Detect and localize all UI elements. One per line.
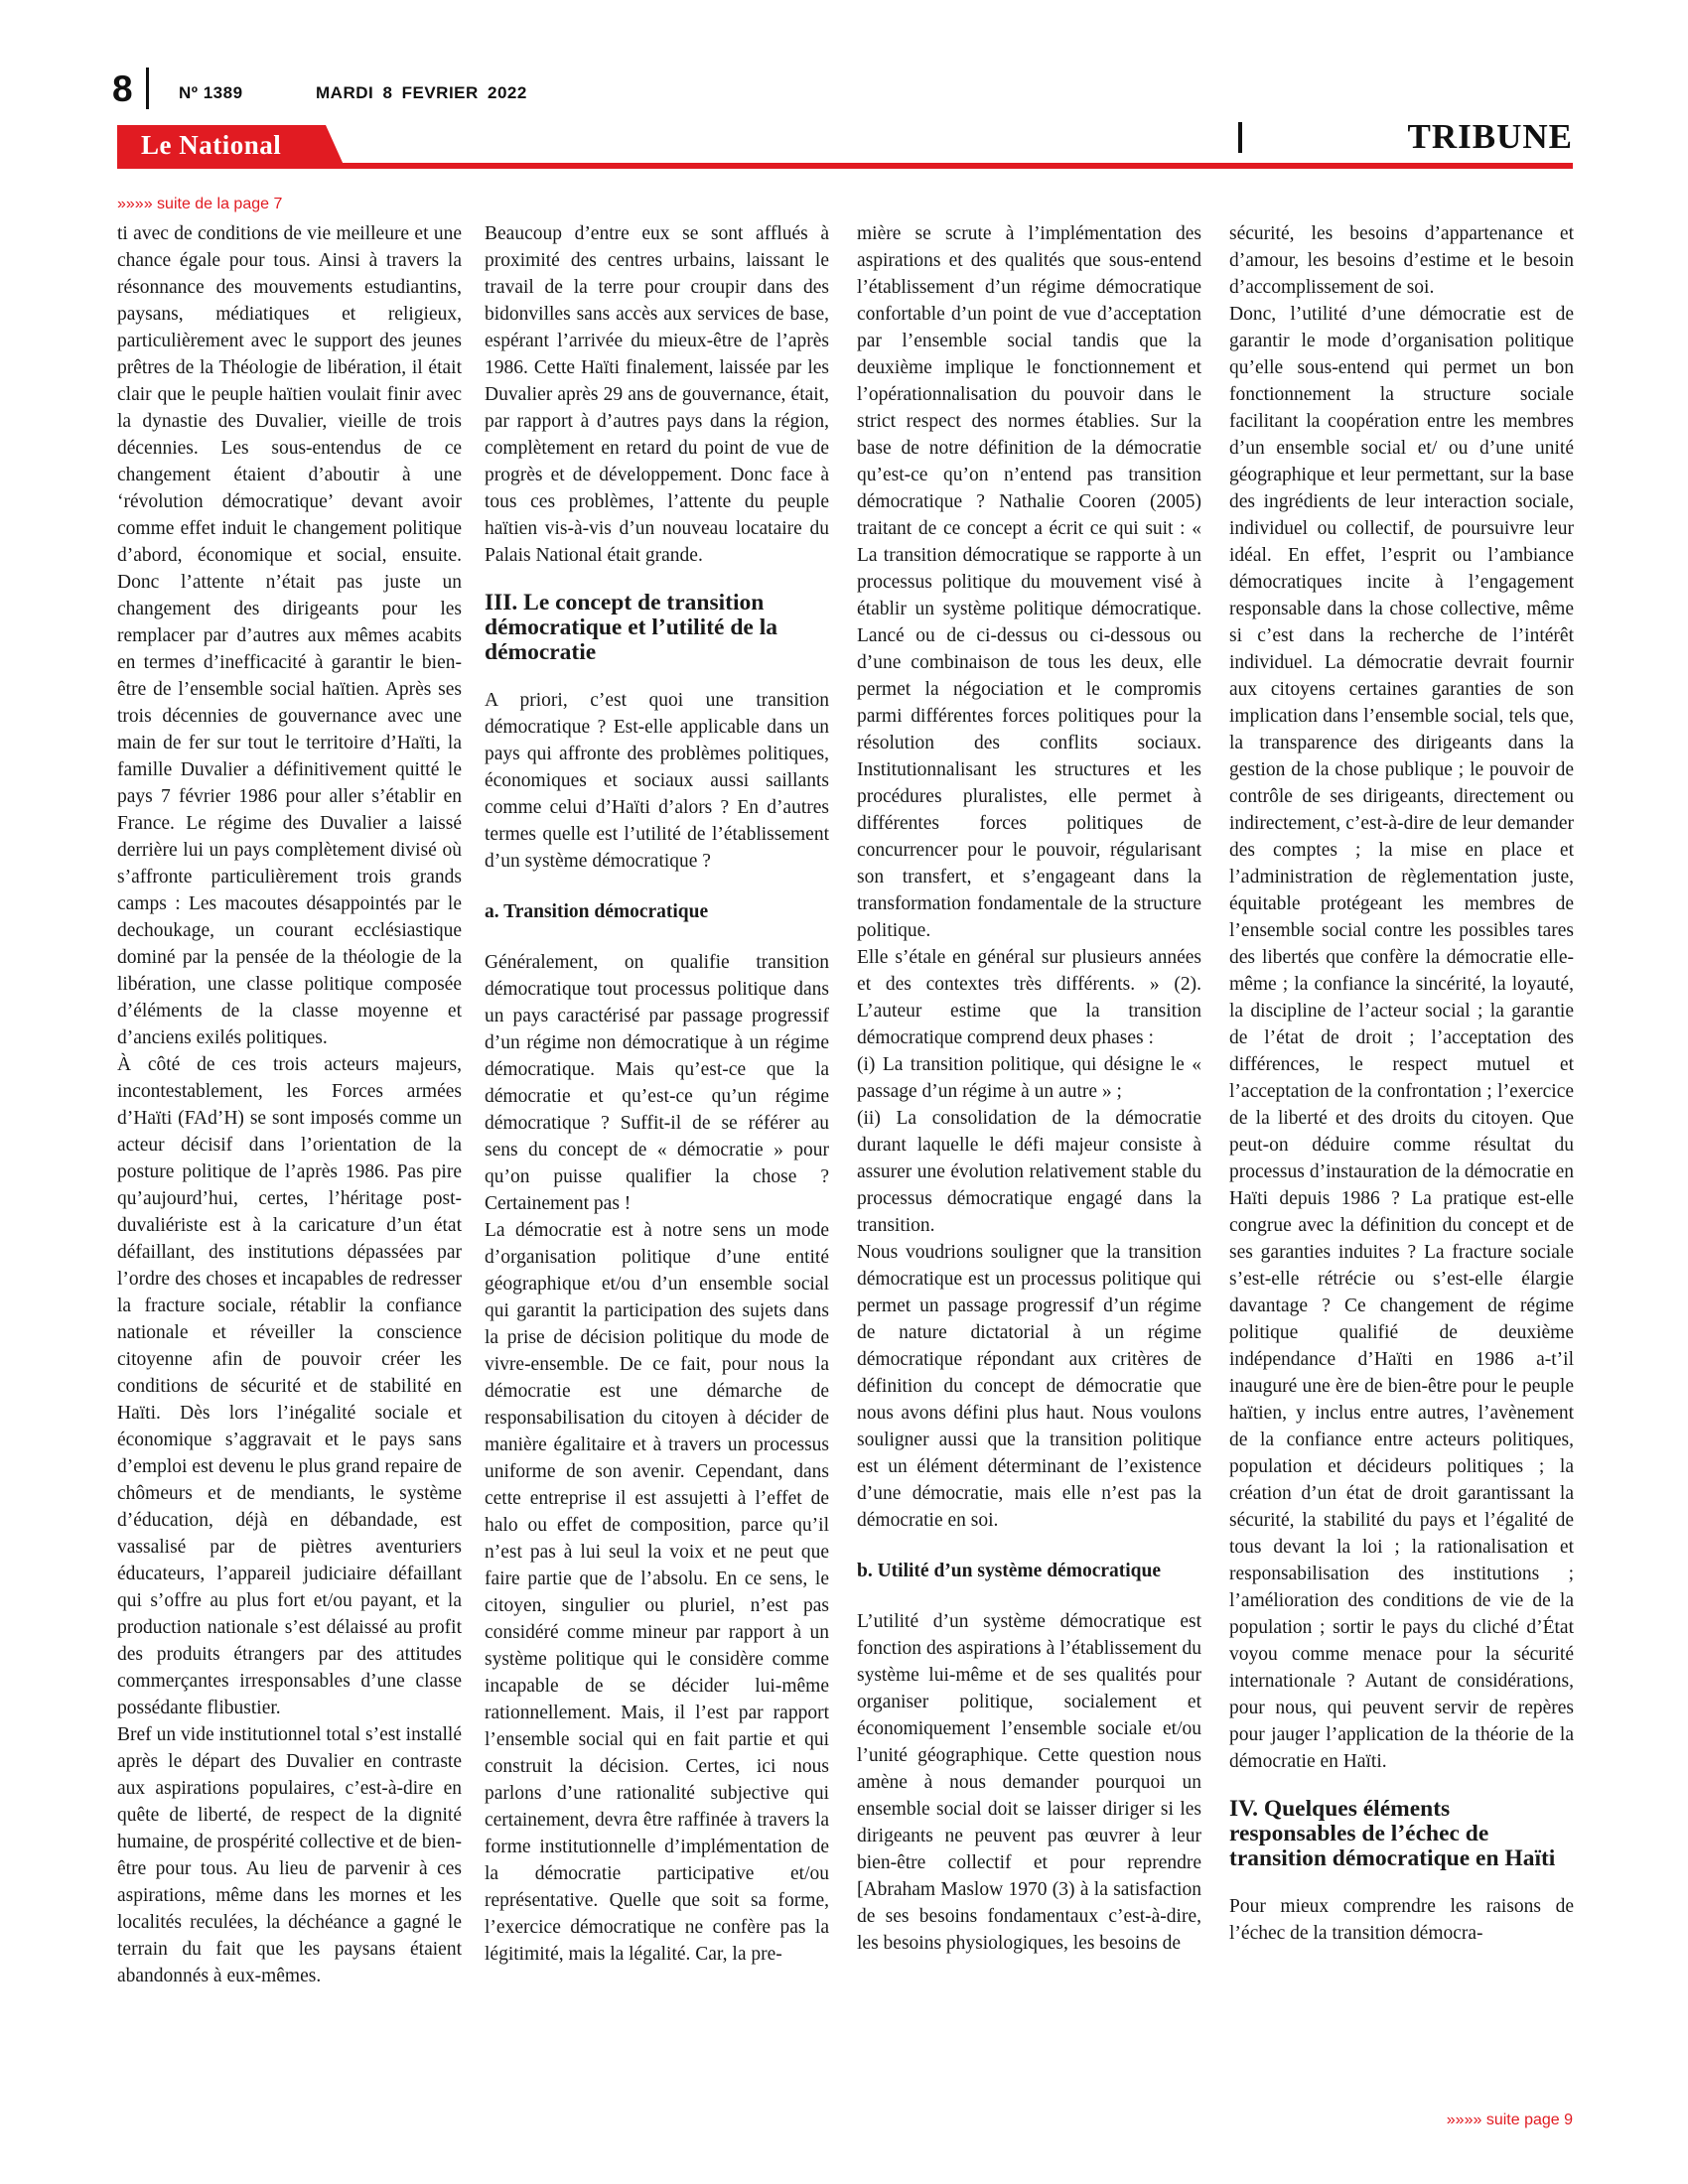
issue-date: MARDI 8 FEVRIER 2022 — [316, 83, 527, 102]
paragraph: Beaucoup d’entre eux se sont afflués à proximité des centres urbains, laissant le travail de la terre pour croupir dans des bidonvilles sans accès aux services de base, espérant l’arrivée du mieux-être de l’après 1986. Cette Haïti finalement, laissée par les Duvalier après 29 ans de gouvernance, était, par rapport à d’autres pays dans la région, complètement en retard du point de vue de progrès et de développement. Donc face à tous ces problèmes, l’attente du peuple haïtien vis-à-vis d’un nouveau locataire du Palais National était grande. — [485, 223, 829, 566]
article-column-3 — [857, 220, 1201, 1957]
section-heading-4: IV. Quelques éléments responsables de l’échec de transition démocratique en Haïti — [1229, 1796, 1556, 1871]
paragraph: ti avec de conditions de vie meilleure et une chance égale pour tous. Ainsi à travers la résonnance des mouvements estudiantins, paysans, médiatiques et religieux, particulièrement avec le support des jeunes prêtres de la Théologie de libération, il était clair que le peuple haïtien voulait finir avec la dynastie des Duvalier, vieille de trois décennies. Les sous-entendus de ce changement étaient d’aboutir à une ‘révolution démocratique’ devant avoir comme effet induit le changement politique d’abord, économique et social, ensuite. Donc l’attente n’était pas juste un changement des dirigeants pour les remplacer par d’autres aux mêmes acabits en termes d’inefficacité à garantir le bien-être de l’ensemble social haïtien. Après ses trois décennies de gouvernance avec une main de fer sur tout le territoire d’Haïti, la famille Duvalier a définitivement quitté le pays 7 février 1986 pour aller s’établir en France. Le régime des Duvalier a laissé derrière lui un pays complètement divisé où s’affronte particulièrement trois grands camps : Les macoutes désappointés par le dechoukage, un courant ecclésiastique dominé par la pensée de la théologie de la libération, une classe politique composée d’éléments de la classe moyenne et d’anciens exilés politiques. — [117, 223, 462, 1048]
paragraph: Elle s’étale en général sur plusieurs années et des contextes très différents. » (2). L’auteur estime que la transition démocratique comprend deux phases : — [857, 947, 1201, 1048]
article-column-1 — [117, 220, 462, 1989]
paragraph: L’utilité d’un système démocratique est fonction des aspirations à l’établissement du système lui-même et de ses qualités pour organiser politique, socialement et économiquement l’ensemble sociale et/ou l’unité géographique. Cette question nous amène à nous demander pourquoi un ensemble social doit se laisser diriger si les dirigeants ne peuvent pas œuvrer à leur bien-être collectif et pour reprendre [Abraham Maslow 1970 (3) à la satisfaction de ses besoins fondamentaux c’est-à-dire, les besoins physiologiques, les besoins de — [857, 1611, 1201, 1954]
page-number: 8 — [112, 68, 133, 109]
section-divider — [1238, 122, 1242, 153]
page-number-divider — [146, 68, 149, 109]
paragraph: Bref un vide institutionnel total s’est installé après le départ des Duvalier en contraste aux aspirations populaires, c’est-à-dire en quête de liberté, de respect de la dignité humaine, de prospérité collective et de bien-être pour tous. Au lieu de parvenir à ces aspirations, même dans les mornes et les localités reculées, la déchéance a gagné le terrain du fait que les paysans étaient abandonnés à eux-mêmes. — [117, 1724, 462, 1986]
issue-number: Nº 1389 — [179, 83, 243, 102]
list-item: (ii) La consolidation de la démocratie durant laquelle le défi majeur consiste à assurer une évolution relativement stable du processus démocratique engagé dans la transition. — [857, 1108, 1201, 1236]
section-heading-3: III. Le concept de transition démocratique et l’utilité de la démocratie — [485, 590, 777, 665]
page-header — [0, 0, 1688, 179]
continued-to-link[interactable]: »»»» suite page 9 — [1446, 2112, 1573, 2128]
article-column-4 — [1229, 220, 1574, 1947]
header-rule — [117, 163, 1573, 169]
paragraph: La démocratie est à notre sens un mode d’organisation politique d’une entité géographique et/ou d’un ensemble social qui garantit la participation des sujets dans la prise de décision politique du mode de vivre-ensemble. De ce fait, pour nous la démocratie est une démarche de responsabilisation du citoyen à décider de manière égalitaire et à travers un processus uniforme de son avenir. Cependant, dans cette entreprise il est assujetti à l’effet de halo ou effet de composition, parce qu’il n’est pas à lui seul la voix et ne peut que faire partie que de l’absolu. En ce sens, le citoyen, singulier ou pluriel, n’est pas considéré comme mineur par rapport à un système politique qui le considère comme incapable de se décider lui-même rationnellement. Mais, il l’est par rapport l’ensemble social qui en fait partie et qui construit la décision. Certes, ici nous parlons d’une rationalité subjective qui certainement, devra être raffinée à travers la forme institutionnelle d’implémentation de la démocratie participative et/ou représentative. Quelle que soit sa forme, l’exercice démocratique ne confère pas la légitimité, mais la légalité. Car, la pre- — [485, 1220, 829, 1965]
paragraph: Généralement, on qualifie transition démocratique tout processus politique dans un pays caractérisé par passage progressif d’un régime non démocratique à un régime démocratique. Mais qu’est-ce que la démocratie et qu’est-ce qu’un régime démocratique ? Suffit-il de se référer au sens du concept de « démocratie » pour qu’on puisse qualifier la chose ? Certainement pas ! — [485, 952, 829, 1214]
subheading-b: b. Utilité d’un système démocratique — [857, 1561, 1162, 1581]
list-item: (i) La transition politique, qui désigne le « passage d’un régime à un autre » ; — [857, 1054, 1201, 1102]
continued-from-link[interactable]: »»»» suite de la page 7 — [117, 196, 283, 212]
subheading-a: a. Transition démocratique — [485, 901, 709, 922]
newspaper-logo: Le National — [141, 130, 282, 160]
section-title: TRIBUNE — [1407, 117, 1573, 156]
paragraph: mière se scrute à l’implémentation des aspirations et des qualités que sous-entend l’établissement d’un régime démocratique confortable d’un point de vue d’acceptation par l’ensemble social tandis que la deuxième implique le fonctionnement et l’opérationnalisation du pouvoir dans le strict respect des normes établies. Sur la base de notre définition de la démocratie qu’est-ce qu’on n’entend pas transition démocratique ? Nathalie Cooren (2005) traitant de ce concept a écrit ce qui suit : « La transition démocratique se rapporte à un processus politique du mouvement visé à établir un système politique démocratique. Lancé ou de ci-dessus ou ci-dessous ou d’une combinaison de tous les deux, elle permet la négociation et le compromis parmi différentes forces politiques pour la résolution des conflits sociaux. Institutionnalisant les structures et les procédures pluralistes, elle permet à différentes forces politiques de concurrencer pour le pouvoir, régularisant son transfert, et s’engageant dans la transformation fondamentale de la structure politique. — [857, 223, 1201, 941]
paragraph: Nous voudrions souligner que la transition démocratique est un processus politique qui permet un passage progressif d’un régime de nature dictatorial à un régime démocratique répondant aux critères de définition du concept de démocratie que nous avons défini plus haut. Nous voulons souligner aussi que la transition politique est un élément déterminant de l’existence d’une démocratie, mais elle n’est pas la démocratie en soi. — [857, 1242, 1201, 1531]
paragraph: Pour mieux comprendre les raisons de l’échec de la transition démocra- — [1229, 1896, 1574, 1944]
paragraph: sécurité, les besoins d’appartenance et d’amour, les besoins d’estime et le besoin d’accomplissement de soi. — [1229, 223, 1574, 298]
paragraph: A priori, c’est quoi une transition démocratique ? Est-elle applicable dans un pays qui affronte des problèmes politiques, économiques et sociaux aussi saillants comme celui d’Haïti d’alors ? En d’autres termes quelle est l’utilité de l’établissement d’un système démocratique ? — [485, 690, 829, 872]
paragraph: Donc, l’utilité d’une démocratie est de garantir le mode d’organisation politique qu’elle sous-entend qui permet un bon fonctionnement la structure sociale facilitant la coopération entre les membres d’un ensemble social et/ ou d’une unité géographique et leur permettant, sur la base des ingrédients de leur interaction sociale, individuel ou collectif, de poursuivre leur idéal. En effet, l’esprit ou l’ambiance démocratiques incite à l’engagement responsable dans la chose collective, même si c’est dans la recherche de l’intérêt individuel. La démocratie devrait fournir aux citoyens certaines garanties de son implication dans l’ensemble social, tels que, la transparence des dirigeants dans la gestion de la chose publique ; le pouvoir de contrôle de ses dirigeants, directement ou indirectement, c’est-à-dire de leur demander des comptes ; la mise en place et l’administration de règlementation juste, équitable protégeant les membres de l’ensemble social contre les possibles tares des libertés que confère la démocratie elle-même ; la confiance la sincérité, la loyauté, la discipline de l’acteur social ; la garantie de l’état de droit ; l’acceptation des différences, le respect mutuel et l’acceptation de la confrontation ; l’exercice de la liberté et des droits du citoyen. Que peut-on déduire comme résultat du processus d’instauration de la démocratie en Haïti depuis 1986 ? La pratique est-elle congrue avec la définition du concept et de ses garanties induites ? La fracture sociale s’est-elle rétrécie ou s’est-elle élargie davantage ? Ce changement de régime politique qualifié de deuxième indépendance d’Haïti en 1986 a-t’il inauguré une ère de bien-être pour le peuple haïtien, y inclus entre autres, l’avènement de la confiance entre acteurs politiques, population et décideurs politiques ; la création d’un état de droit garantissant la sécurité, la stabilité du pays et l’égalité de tous devant la loi ; la rationalisation et responsabilisation des institutions ; l’amélioration des conditions de vie de la population ; sortir le pays du cliché d’État voyou comme menace pour la sécurité internationale ? Autant de considérations, pour nous, qui peuvent servir de repères pour jauger l’application de la théorie de la démocratie en Haïti. — [1229, 304, 1574, 1772]
article-column-2 — [485, 220, 829, 1968]
paragraph: À côté de ces trois acteurs majeurs, incontestablement, les Forces armées d’Haïti (FAd’H) se sont imposés comme un acteur décisif dans l’orientation de la posture politique de l’après 1986. Pas pire qu’aujourd’hui, certes, l’héritage post-duvaliériste est à la caricature d’un état défaillant, des institutions dépassées par l’ordre des choses et incapables de redresser la fracture sociale, rétablir la confiance nationale et réveiller la conscience citoyenne afin de pouvoir créer les conditions de sécurité et de stabilité en Haïti. Dès lors l’inégalité sociale et économique s’aggravait et le pays sans d’emploi est devenu le plus grand repaire de chômeurs et de mendiants, le système d’éducation, déjà en débandade, est vassalisé par de piètres aventuriers éducateurs, l’appareil judiciaire défaillant qui s’offre au plus fort et/ou payant, et la production nationale s’est délaissé au profit des produits étrangers par des attitudes commerçantes irresponsables d’une classe possédante flibustier. — [117, 1054, 462, 1718]
